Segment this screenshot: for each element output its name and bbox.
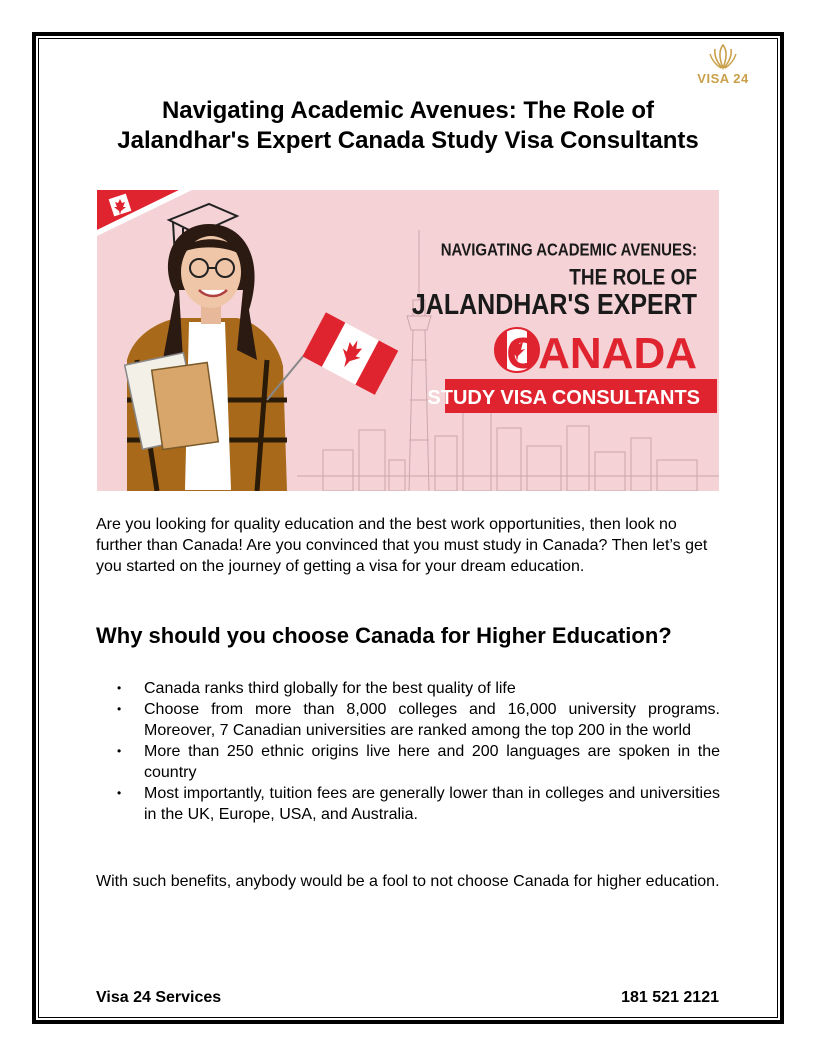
bullet-icon: • xyxy=(117,681,122,695)
banner-line-5: STUDY VISA CONSULTANTS xyxy=(427,387,700,409)
page-title xyxy=(80,96,736,156)
list-item-text: Choose from more than 8,000 colleges and 16,000 university programs. Moreover, 7 Canadian universities are ranked among the top 200 in the world xyxy=(144,701,720,739)
list-item xyxy=(96,699,720,741)
bullet-icon: • xyxy=(117,786,122,800)
banner-line-2: THE ROLE OF xyxy=(569,265,697,290)
banner-illustration xyxy=(97,190,719,491)
section-heading: Why should you choose Canada for Higher Education? xyxy=(96,623,672,648)
title-line-1: Navigating Academic Avenues: The Role of xyxy=(161,97,655,124)
banner-line-1: NAVIGATING ACADEMIC AVENUES: xyxy=(440,240,697,260)
intro-paragraph: Are you looking for quality education and the best work opportunities, then look no further than Canada! Are you convinced that you must study in Canada? Then let’s get you started on the journey of getting a visa for your dream education. xyxy=(96,516,708,575)
crown-logo-icon xyxy=(708,44,738,70)
visa24-logo xyxy=(690,44,756,94)
list-item xyxy=(96,678,720,699)
list-item-text: Most importantly, tuition fees are generally lower than in colleges and universities in the UK, Europe, USA, and Australia. xyxy=(144,785,720,823)
footer-phone: 181 521 2121 xyxy=(621,989,719,1006)
banner-line-3: JALANDHAR'S EXPERT xyxy=(411,288,697,321)
footer-company: Visa 24 Services xyxy=(96,989,222,1006)
list-item-text: Canada ranks third globally for the best quality of life xyxy=(144,680,516,697)
benefits-list xyxy=(96,678,720,825)
list-item xyxy=(96,741,720,783)
title-line-2: Jalandhar's Expert Canada Study Visa Consultants xyxy=(117,127,699,154)
hero-banner xyxy=(97,190,719,491)
list-item xyxy=(96,783,720,825)
banner-line-4: CANADA xyxy=(506,329,697,378)
bullet-icon: • xyxy=(117,702,122,716)
bullet-icon: • xyxy=(117,744,122,758)
list-item-text: More than 250 ethnic origins live here and 200 languages are spoken in the country xyxy=(144,743,720,781)
logo-text: VISA 24 xyxy=(697,71,749,86)
closing-paragraph: With such benefits, anybody would be a fool to not choose Canada for higher education. xyxy=(96,873,720,890)
